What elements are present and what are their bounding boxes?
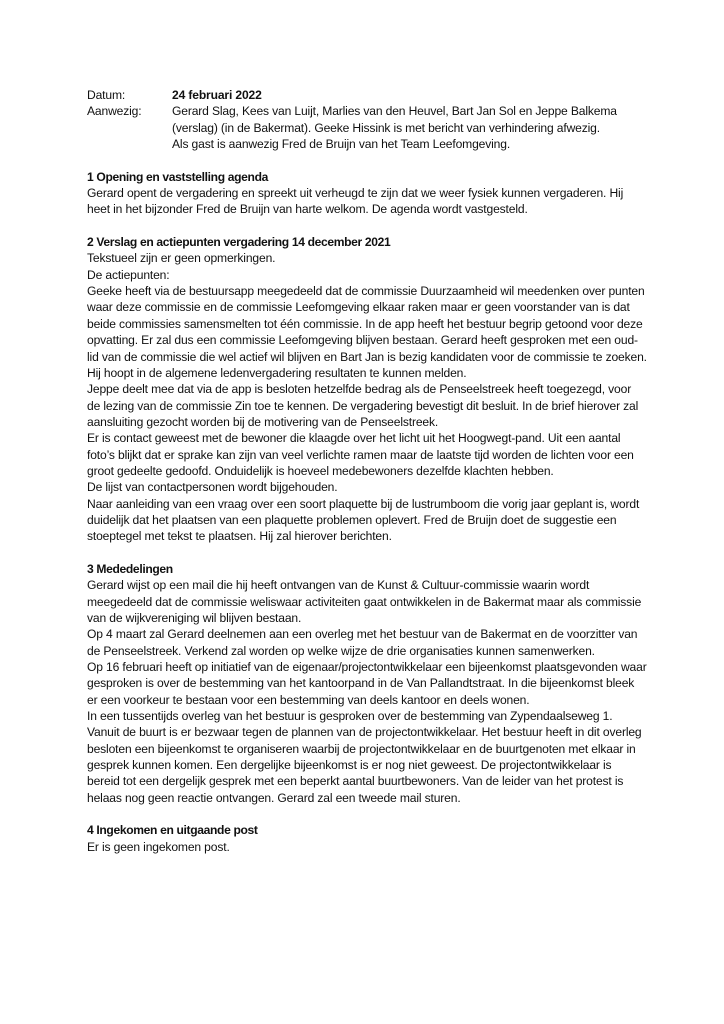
meeting-meta [87,87,647,152]
paragraph: Gerard wijst op een mail die hij heeft ontvangen van de Kunst & Cultuur-commissie waarin wordt meegedeeld dat de commissie weliswaar activiteiten gaat ontwikkelen in de Bakermat maar als commissie van de wijkvereniging wil blijven bestaan. [87,578,642,625]
paragraph: Geeke heeft via de bestuursapp meegedeeld dat de commissie Duurzaamheid wil meedenken over punten waar deze commissie en de commissie Leefomgeving elkaar raken maar er geen voorstander van is dat beide commissies samensmelten tot één commissie. In de app heeft het bestuur begrip getoond voor deze opvatting. Er zal dus een commissie Leefomgeving blijven bestaan. Gerard heeft gesproken met een oud-lid van de commissie die wel actief wil blijven en Bart Jan is bezig kandidaten voor de commissie te zoeken. Hij hoopt in de algemene ledenvergadering resultaten te kunnen melden. [87,284,647,380]
paragraph: De lijst van contactpersonen wordt bijgehouden. [87,480,338,495]
section-heading: 1 Opening en vaststelling agenda [87,169,269,184]
section-opening [87,169,647,218]
paragraph: Tekstueel zijn er geen opmerkingen. [87,251,276,266]
date-value: 24 februari 2022 [172,88,262,102]
paragraph: Op 4 maart zal Gerard deelnemen aan een overleg met het bestuur van de Bakermat en de voorzitter van de Penseelstreek. Verkend zal worden op welke wijze de drie organisaties kunnen samenwerken. [87,627,638,658]
present-line: Gerard Slag, Kees van Luijt, Marlies van den Heuvel, Bart Jan Sol en Jeppe Balkema [172,104,617,119]
present-label: Aanwezig: [87,104,142,119]
section-post [87,822,647,855]
present-value [172,103,647,152]
paragraph: Op 16 februari heeft op initiatief van de eigenaar/projectontwikkelaar een bijeenkomst plaatsgevonden waar gesproken is over de bestemming van het kantoorpand in de Van Pallandtstraat. In die bijeenkomst bleek er een voorkeur te bestaan voor een bestemming van deels kantoor en deels wonen. [87,660,647,707]
date-label: Datum: [87,88,126,102]
paragraph: In een tussentijds overleg van het bestuur is gesproken over de bestemming van Zypendaalseweg 1. Vanuit de buurt is er bezwaar tegen de plannen van de projectontwikkelaar. Het bestuur heeft in dit overleg besloten een bijeenkomst te organiseren waarbij de projectontwikkelaar en de buurtgenoten met elkaar in gesprek kunnen komen. Een dergelijke bijeenkomst is er nog niet geweest. De projectontwikkelaar is bereid tot een dergelijk gesprek met een beperkt aantal buurtbewoners. Van de leider van het protest is helaas nog geen reactie ontvangen. Gerard zal een tweede mail sturen. [87,709,642,805]
paragraph: Er is contact geweest met de bewoner die klaagde over het licht uit het Hoogwegt-pand. Uit een aantal foto’s blijkt dat er sprake kan zijn van veel verlichte ramen maar de laatste tijd worden de lichten voor een groot gedeelte gedoofd. Onduidelijk is hoeveel medebewoners dezelfde klachten hebben. [87,431,634,478]
paragraph: Gerard opent de vergadering en spreekt uit verheugd te zijn dat we weer fysiek kunnen vergaderen. Hij heet in het bijzonder Fred de Bruijn van harte welkom. De agenda wordt vastgesteld. [87,186,624,217]
present-line: (verslag) (in de Bakermat). Geeke Hissink is met bericht van verhindering afwezig. [172,120,600,135]
section-mededelingen [87,561,647,806]
date-row [87,87,647,103]
present-row [87,103,647,152]
section-heading: 3 Mededelingen [87,561,173,576]
section-verslag [87,234,647,545]
paragraph: De actiepunten: [87,267,170,282]
document-page [87,87,647,855]
section-heading: 4 Ingekomen en uitgaande post [87,823,258,838]
section-heading: 2 Verslag en actiepunten vergadering 14 december 2021 [87,235,391,250]
present-line: Als gast is aanwezig Fred de Bruijn van het Team Leefomgeving. [172,137,511,152]
paragraph: Er is geen ingekomen post. [87,839,230,854]
paragraph: Jeppe deelt mee dat via de app is besloten hetzelfde bedrag als de Penseelstreek heeft toegezegd, voor de lezing van de commissie Zin toe te kennen. De vergadering bevestigt dit besluit. In de brief hierover zal aansluiting gezocht worden bij de motivering van de Penseelstreek. [87,382,639,429]
paragraph: Naar aanleiding van een vraag over een soort plaquette bij de lustrumboom die vorig jaar geplant is, wordt duidelijk dat het plaatsen van een plaquette problemen oplevert. Fred de Bruijn doet de suggestie een stoeptegel met tekst te plaatsen. Hij zal hierover berichten. [87,496,640,544]
